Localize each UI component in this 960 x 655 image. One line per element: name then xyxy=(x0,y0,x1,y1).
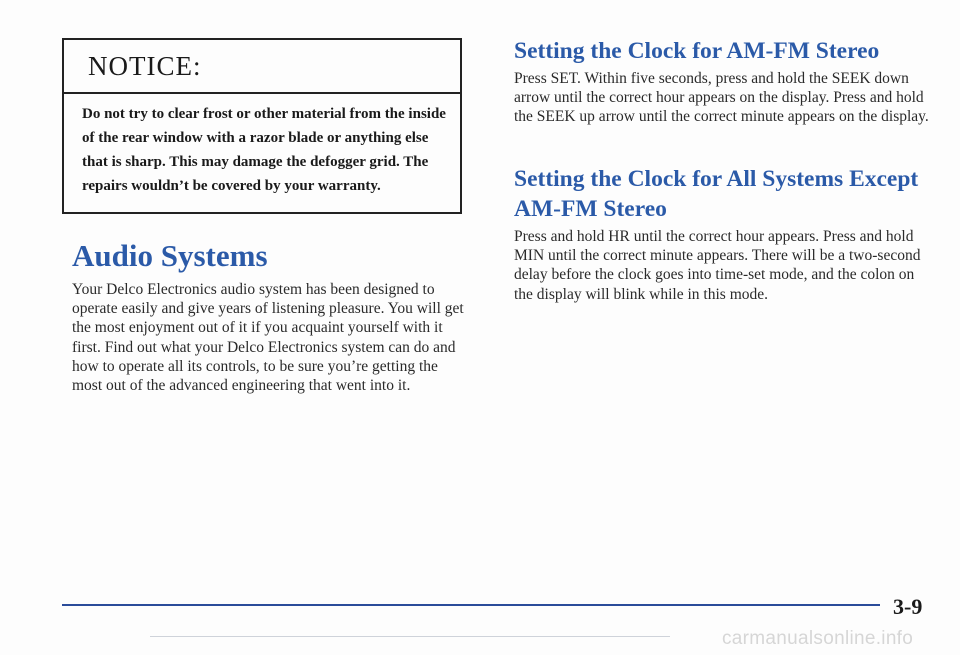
bottom-faint-rule xyxy=(150,636,670,637)
clock-all-systems-heading: Setting the Clock for All Systems Except AM-FM Stereo xyxy=(514,166,919,222)
notice-header xyxy=(64,40,460,94)
watermark: carmanualsonline.info xyxy=(722,628,914,649)
clock-am-fm-heading: Setting the Clock for AM-FM Stereo xyxy=(514,38,880,64)
notice-title: NOTICE: xyxy=(88,50,202,81)
notice-text: Do not try to clear frost or other material from the inside of the rear window with a razor blade or anything else that is sharp. This may damage the defogger grid. The repairs wouldn’t be covered by your warranty. xyxy=(82,106,446,194)
page-number: 3-9 xyxy=(893,594,923,619)
clock-all-systems-paragraph: Press and hold HR until the correct hour appears. Press and hold MIN until the correct minute appears. There will be a two-second delay before the clock goes into time-set mode, and the colon on the display will blink while in this mode. xyxy=(514,228,921,303)
audio-systems-paragraph: Your Delco Electronics audio system has been designed to operate easily and give years of listening pleasure. You will get the most enjoyment out of it if you acquaint yourself with it first. Find out what your Delco Electronics system can do and how to operate all its controls, to be sure you’re getting the most out of the advanced engineering that went into it. xyxy=(72,281,464,395)
audio-systems-heading: Audio Systems xyxy=(72,238,268,273)
clock-am-fm-paragraph: Press SET. Within five seconds, press and hold the SEEK down arrow until the correct hour appears on the display. Press and hold the SEEK up arrow until the correct minute appears on the display. xyxy=(514,70,929,126)
footer-rule xyxy=(62,604,880,606)
notice-box xyxy=(62,38,462,214)
